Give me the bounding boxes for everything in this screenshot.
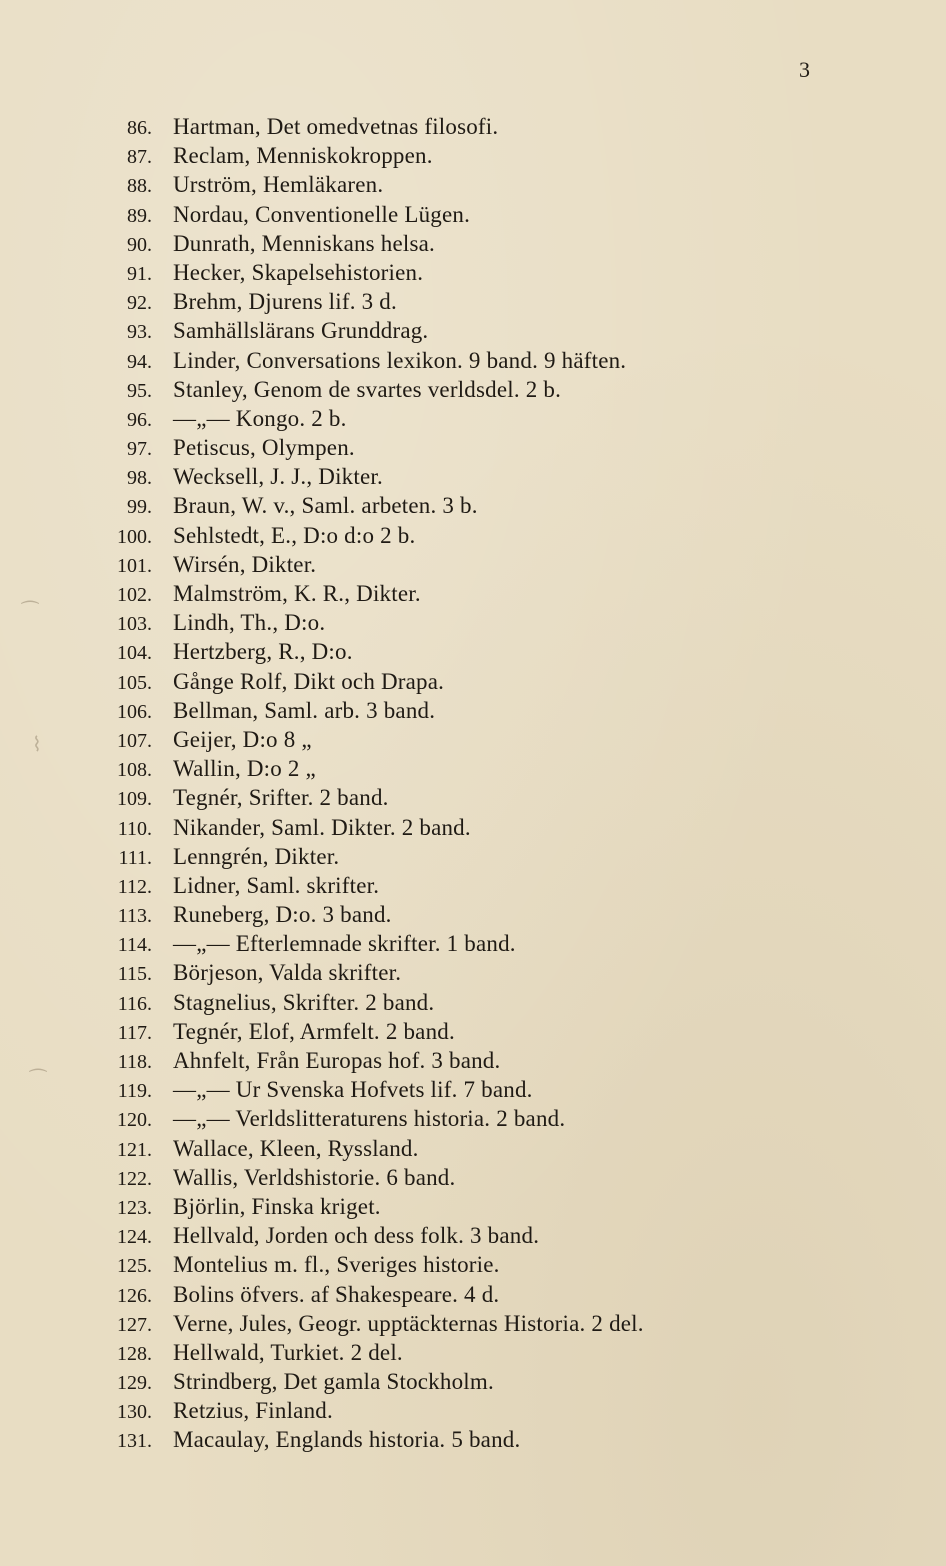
list-item <box>96 141 916 170</box>
entry-number: 121. <box>117 1138 152 1161</box>
entry-text: —„— Verldslitteraturens historia. 2 band. <box>173 1106 566 1132</box>
list-item <box>96 404 916 433</box>
list-item <box>96 871 916 900</box>
entry-number: 100. <box>117 525 152 548</box>
entry-text: Nikander, Saml. Dikter. 2 band. <box>173 814 471 840</box>
list-item <box>96 637 916 666</box>
list-item <box>96 783 916 812</box>
entry-number: 94. <box>127 350 152 373</box>
entry-number: 124. <box>117 1226 152 1249</box>
book-list <box>96 112 916 1455</box>
list-item <box>96 1425 916 1454</box>
entry-text: Braun, W. v., Saml. arbeten. 3 b. <box>173 493 478 519</box>
entry-number: 107. <box>117 729 152 752</box>
entry-number: 103. <box>117 613 152 636</box>
entry-text: Tegnér, Elof, Armfelt. 2 band. <box>173 1018 455 1044</box>
list-item <box>96 170 916 199</box>
list-item <box>96 346 916 375</box>
entry-number: 120. <box>117 1109 152 1132</box>
entry-text: Lindh, Th., D:o. <box>173 610 326 636</box>
entry-number: 122. <box>117 1167 152 1190</box>
entry-number: 106. <box>117 700 152 723</box>
list-item <box>96 608 916 637</box>
entry-text: Montelius m. fl., Sveriges historie. <box>173 1252 500 1278</box>
entry-text: Runeberg, D:o. 3 band. <box>173 902 392 928</box>
entry-number: 114. <box>117 934 152 957</box>
entry-number: 102. <box>117 584 152 606</box>
list-item <box>96 725 916 754</box>
entry-number: 131. <box>117 1430 152 1453</box>
entry-text: Macaulay, Englands historia. 5 band. <box>173 1427 521 1453</box>
entry-number: 127. <box>117 1313 152 1336</box>
entry-number: 130. <box>117 1401 152 1424</box>
entry-text: Bolins öfvers. af Shakespeare. 4 d. <box>173 1281 500 1307</box>
entry-text: Nordau, Conventionelle Lügen. <box>173 201 471 227</box>
list-item <box>96 1104 916 1133</box>
entry-text: Lidner, Saml. skrifter. <box>173 872 380 898</box>
entry-number: 125. <box>117 1255 152 1278</box>
entry-text: Gånge Rolf, Dikt och Drapa. <box>173 668 445 694</box>
entry-text: Ahnfelt, Från Europas hof. 3 band. <box>173 1048 501 1073</box>
entry-text: Bellman, Saml. arb. 3 band. <box>173 697 436 723</box>
entry-number: 126. <box>117 1284 152 1307</box>
list-item <box>96 287 916 316</box>
entry-number: 86. <box>127 117 152 139</box>
list-item <box>96 1250 916 1279</box>
list-item <box>96 112 916 141</box>
entry-number: 115. <box>117 963 152 986</box>
list-item <box>96 550 916 579</box>
entry-number: 104. <box>117 642 152 665</box>
list-item <box>96 1396 916 1425</box>
entry-number: 93. <box>127 321 152 344</box>
list-item <box>96 929 916 958</box>
entry-text: Hellwald, Turkiet. 2 del. <box>173 1339 403 1365</box>
entry-number: 117. <box>117 1021 152 1044</box>
entry-text: Hartman, Det omedvetnas filosofi. <box>173 114 499 139</box>
entry-text: Stagnelius, Skrifter. 2 band. <box>173 989 435 1015</box>
entry-text: Dunrath, Menniskans helsa. <box>173 230 435 256</box>
entry-text: Wallis, Verldshistorie. 6 band. <box>173 1164 456 1190</box>
list-item <box>96 1338 916 1367</box>
entry-number: 112. <box>117 875 152 898</box>
entry-text: Brehm, Djurens lif. 3 d. <box>173 289 397 315</box>
list-item <box>96 491 916 520</box>
margin-pencil-mark: ⁀ <box>30 1070 47 1092</box>
margin-pencil-mark: ⁀ <box>22 602 39 624</box>
list-item <box>96 1046 916 1075</box>
list-item <box>96 229 916 258</box>
list-item <box>96 754 916 783</box>
entry-text: Geijer, D:o 8 „ <box>173 726 312 752</box>
entry-number: 119. <box>117 1080 152 1103</box>
list-item <box>96 1221 916 1250</box>
entry-text: Malmström, K. R., Dikter. <box>173 581 421 606</box>
entry-number: 105. <box>117 671 152 694</box>
entry-text: Börjeson, Valda skrifter. <box>173 960 402 986</box>
list-item <box>96 958 916 987</box>
entry-number: 101. <box>117 554 152 577</box>
entry-text: Stanley, Genom de svartes verldsdel. 2 b. <box>173 376 562 402</box>
entry-text: Verne, Jules, Geogr. upptäckternas Historia. 2 del. <box>173 1310 644 1336</box>
entry-text: Hertzberg, R., D:o. <box>173 639 353 665</box>
list-item <box>96 579 916 608</box>
list-item <box>96 521 916 550</box>
entry-text: Strindberg, Det gamla Stockholm. <box>173 1369 494 1395</box>
entry-text: Wallace, Kleen, Ryssland. <box>173 1135 419 1161</box>
entry-text: —„— Kongo. 2 b. <box>173 405 347 431</box>
list-item <box>96 462 916 491</box>
entry-text: Hellvald, Jorden och dess folk. 3 band. <box>173 1223 540 1249</box>
entry-text: Wecksell, J. J., Dikter. <box>173 464 383 490</box>
entry-number: 99. <box>127 496 152 519</box>
list-item <box>96 1017 916 1046</box>
entry-number: 108. <box>117 759 152 782</box>
entry-text: —„— Ur Svenska Hofvets lif. 7 band. <box>173 1077 533 1103</box>
entry-number: 113. <box>117 905 152 928</box>
entry-text: Wallin, D:o 2 „ <box>173 756 316 782</box>
entry-text: Petiscus, Olympen. <box>173 435 355 461</box>
entry-text: Björlin, Finska kriget. <box>173 1193 381 1219</box>
list-item <box>96 258 916 287</box>
entry-number: 88. <box>127 175 152 198</box>
entry-number: 96. <box>127 408 152 431</box>
entry-number: 89. <box>127 204 152 227</box>
entry-number: 95. <box>127 379 152 402</box>
entry-number: 110. <box>117 817 152 840</box>
list-item <box>96 667 916 696</box>
entry-text: Lenngrén, Dikter. <box>173 843 340 869</box>
entry-number: 87. <box>127 146 152 169</box>
entry-text: Linder, Conversations lexikon. 9 band. 9 häften. <box>173 347 627 373</box>
entry-number: 118. <box>117 1051 152 1073</box>
list-item <box>96 433 916 462</box>
list-item <box>96 1309 916 1338</box>
list-item <box>96 842 916 871</box>
entry-text: Retzius, Finland. <box>173 1398 333 1424</box>
entry-text: Hecker, Skapelsehistorien. <box>173 259 424 285</box>
list-item <box>96 900 916 929</box>
entry-number: 97. <box>127 438 152 461</box>
entry-text: Reclam, Menniskokroppen. <box>173 143 433 169</box>
list-item <box>96 1192 916 1221</box>
list-item <box>96 1280 916 1309</box>
entry-text: Wirsén, Dikter. <box>173 551 317 577</box>
list-item <box>96 813 916 842</box>
entry-number: 128. <box>117 1342 152 1365</box>
margin-pencil-mark: ⌇ <box>32 734 42 756</box>
list-item <box>96 200 916 229</box>
entry-number: 98. <box>127 467 152 490</box>
list-item <box>96 375 916 404</box>
entry-number: 116. <box>117 992 152 1015</box>
entry-number: 91. <box>127 262 152 285</box>
entry-text: —„— Efterlemnade skrifter. 1 band. <box>173 931 516 957</box>
list-item <box>96 696 916 725</box>
entry-number: 111. <box>118 846 152 869</box>
list-item <box>96 1163 916 1192</box>
list-item <box>96 988 916 1017</box>
entry-text: Tegnér, Srifter. 2 band. <box>173 785 389 811</box>
entry-number: 90. <box>127 233 152 256</box>
list-item <box>96 1367 916 1396</box>
entry-number: 92. <box>127 292 152 315</box>
list-item <box>96 316 916 345</box>
entry-text: Samhällslärans Grunddrag. <box>173 318 429 344</box>
page-number: 3 <box>799 57 811 82</box>
entry-number: 109. <box>117 788 152 811</box>
entry-text: Urström, Hemläkaren. <box>173 172 384 198</box>
list-item <box>96 1075 916 1104</box>
entry-number: 129. <box>117 1372 152 1395</box>
entry-text: Sehlstedt, E., D:o d:o 2 b. <box>173 522 416 548</box>
entry-number: 123. <box>117 1196 152 1219</box>
list-item <box>96 1134 916 1163</box>
